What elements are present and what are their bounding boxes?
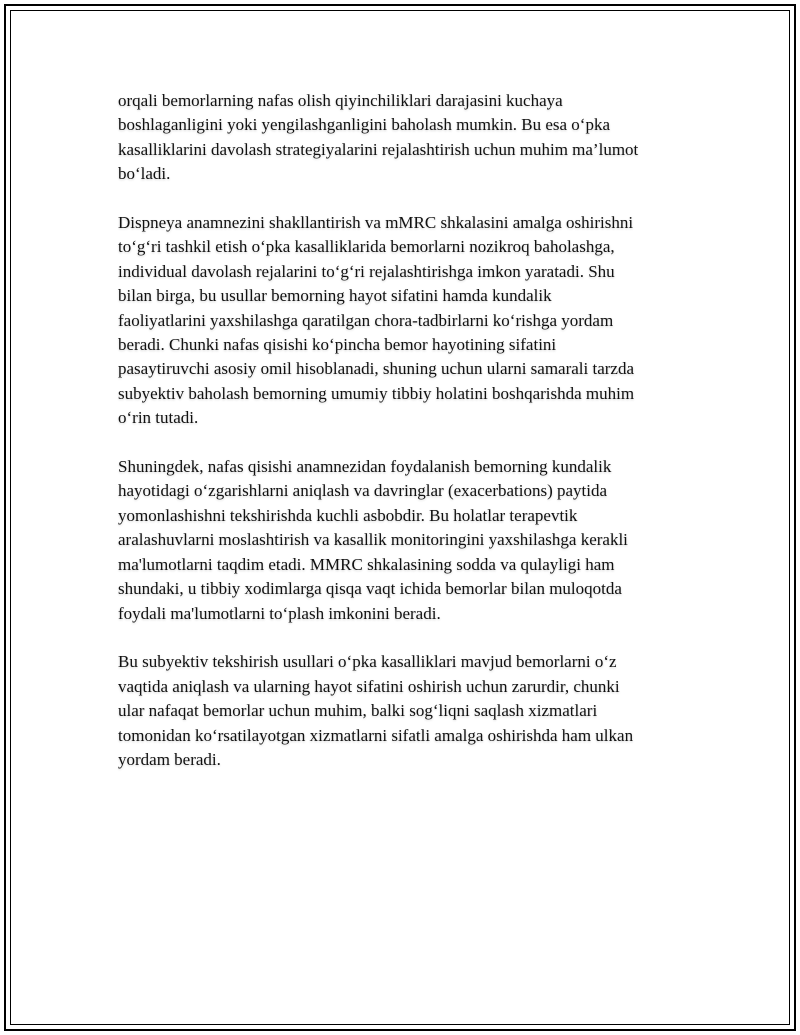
text-line: yordam beradi. xyxy=(118,749,221,769)
text-line: Bu subyektiv tekshirish usullari o‘pka kasalliklari mavjud bemorlarni o‘z xyxy=(118,652,617,672)
paragraph-2 xyxy=(118,211,688,431)
text-line: ular nafaqat bemorlar uchun muhim, balki sog‘liqni saqlash xizmatlari xyxy=(118,701,598,721)
text-line: foydali ma'lumotlarni to‘plash imkonini beradi. xyxy=(118,603,441,623)
text-line: tomonidan ko‘rsatilayotgan xizmatlarni sifatli amalga oshirishda ham ulkan xyxy=(118,725,634,745)
paragraph-4 xyxy=(118,650,688,772)
text-line: yomonlashishni tekshirishda kuchli asbobdir. Bu holatlar terapevtik xyxy=(118,505,578,525)
text-line: aralashuvlarni moslashtirish va kasallik monitoringini yaxshilashga kerakli xyxy=(118,530,628,550)
text-line: hayotidagi o‘zgarishlarni aniqlash va davringlar (exacerbations) paytida xyxy=(118,481,608,501)
text-line: shundaki, u tibbiy xodimlarga qisqa vaqt ichida bemorlar bilan muloqotda xyxy=(118,579,622,599)
text-line: subyektiv baholash bemorning umumiy tibbiy holatini boshqarishda muhim xyxy=(118,383,635,403)
text-line: faoliyatlarini yaxshilashga qaratilgan chora-tadbirlarni ko‘rishga yordam xyxy=(118,310,614,330)
text-line: Shuningdek, nafas qisishi anamnezidan foydalanish bemorning kundalik xyxy=(118,457,612,477)
paragraph-1 xyxy=(118,89,688,187)
text-line: vaqtida aniqlash va ularning hayot sifatini oshirish uchun zarurdir, chunki xyxy=(118,676,620,696)
text-line: to‘g‘ri tashkil etish o‘pka kasalliklarida bemorlarni nozikroq baholashga, xyxy=(118,237,615,257)
text-line: ma'lumotlarni taqdim etadi. MMRC shkalasining sodda va qulayligi ham xyxy=(118,554,615,574)
text-line: bo‘ladi. xyxy=(118,164,171,184)
text-line: orqali bemorlarning nafas olish qiyinchiliklari darajasini kuchaya xyxy=(118,91,563,110)
text-line: kasalliklarini davolash strategiyalarini rejalashtirish uchun muhim ma’lumot xyxy=(118,139,639,159)
text-line: individual davolash rejalarini to‘g‘ri rejalashtirishga imkon yaratadi. Shu xyxy=(118,261,615,281)
text-line: bilan birga, bu usullar bemorning hayot sifatini hamda kundalik xyxy=(118,286,552,306)
text-line: o‘rin tutadi. xyxy=(118,408,199,428)
text-line: boshlaganligini yoki yengilashganligini baholash mumkin. Bu esa o‘pka xyxy=(118,115,610,135)
paragraph-3 xyxy=(118,455,688,626)
text-line: pasaytiruvchi asosiy omil hisoblanadi, shuning uchun ularni samarali tarzda xyxy=(118,359,635,379)
text-line: beradi. Chunki nafas qisishi ko‘pincha bemor hayotining sifatini xyxy=(118,335,557,355)
document-body xyxy=(118,89,688,797)
text-line: Dispneya anamnezini shakllantirish va mMRC shkalasini amalga oshirishni xyxy=(118,213,634,233)
